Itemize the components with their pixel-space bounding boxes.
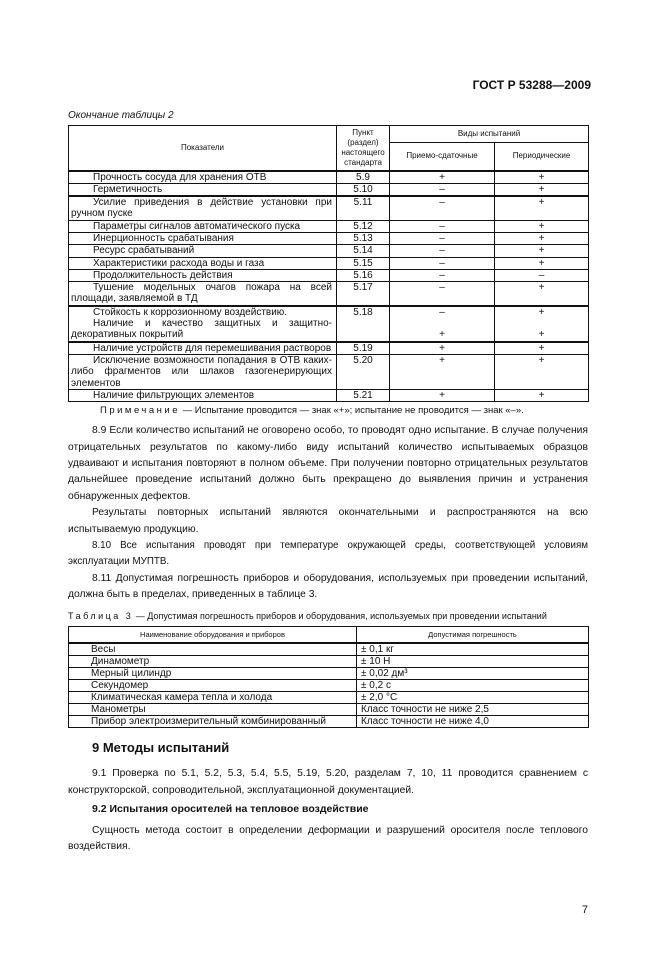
indicator-cell-line: Инерционность срабатывания bbox=[93, 232, 234, 244]
periodic-cell-line: + bbox=[538, 257, 545, 269]
table-2 bbox=[68, 125, 589, 402]
acceptance-cell-line: + bbox=[439, 329, 445, 341]
tolerance-cell: ± 2,0 °С bbox=[357, 692, 589, 704]
header-tolerance: Допустимая погрешность bbox=[357, 626, 589, 643]
indicator-cell bbox=[69, 232, 337, 244]
periodic-cell bbox=[495, 183, 589, 196]
periodic-cell-line: + bbox=[538, 232, 545, 244]
periodic-cell bbox=[495, 245, 589, 257]
tolerance-cell: ± 0,02 дм³ bbox=[357, 668, 589, 680]
acceptance-cell bbox=[390, 306, 495, 342]
document-header: ГОСТ Р 53288—2009 bbox=[472, 78, 591, 92]
equipment-cell: Мерный цилиндр bbox=[69, 668, 357, 680]
clause-cell: 5.21 bbox=[337, 389, 390, 401]
clause-cell: 5.11 bbox=[337, 196, 390, 220]
page bbox=[68, 0, 591, 957]
indicator-cell bbox=[69, 269, 337, 281]
table-row bbox=[69, 389, 589, 401]
indicator-cell-line: Наличие фильтрующих элементов bbox=[93, 389, 255, 401]
indicator-cell bbox=[69, 306, 337, 342]
acceptance-cell bbox=[390, 257, 495, 269]
paragraph-8-11: 8.11 Допустимая погрешность приборов и оборудования, используемых при проведении испытаний, должна быть в пределах, приведенных в таблице 3. bbox=[68, 572, 588, 601]
table-row bbox=[69, 354, 589, 389]
clause-cell: 5.20 bbox=[337, 354, 390, 389]
periodic-cell bbox=[495, 342, 589, 355]
table-row bbox=[69, 257, 589, 269]
table-row bbox=[69, 716, 589, 728]
section-9-2-title: 9.2 Испытания оросителей на тепловое воздействие bbox=[92, 802, 369, 815]
acceptance-cell bbox=[390, 269, 495, 281]
periodic-cell bbox=[495, 282, 589, 306]
periodic-cell-line: + bbox=[538, 342, 545, 354]
table-row bbox=[69, 680, 589, 692]
acceptance-cell-line: + bbox=[439, 389, 445, 401]
paragraph-8-9-results: Результаты повторных испытаний являются окончательными и распространяются на всю испытываемую продукцию. bbox=[68, 507, 588, 535]
equipment-cell: Секундомер bbox=[69, 680, 357, 692]
periodic-cell bbox=[495, 220, 589, 232]
header-acceptance: Приемо-сдаточные bbox=[390, 143, 495, 171]
equipment-cell: Динамометр bbox=[69, 656, 357, 668]
tolerance-cell: ± 10 Н bbox=[357, 656, 589, 668]
section-9-title: 9 Методы испытаний bbox=[92, 740, 230, 756]
table-row bbox=[69, 692, 589, 704]
acceptance-cell-line: – bbox=[439, 269, 445, 281]
tolerance-cell: Класс точности не ниже 2,5 bbox=[357, 704, 589, 716]
header-periodic: Периодические bbox=[495, 143, 589, 171]
periodic-cell bbox=[495, 306, 589, 342]
periodic-cell bbox=[495, 354, 589, 389]
indicator-cell bbox=[69, 354, 337, 389]
header-indicator: Показатели bbox=[69, 126, 337, 171]
periodic-cell-line: + bbox=[538, 220, 545, 232]
periodic-cell-line: + bbox=[538, 183, 545, 195]
periodic-cell bbox=[495, 257, 589, 269]
table-row bbox=[69, 232, 589, 244]
indicator-cell bbox=[69, 389, 337, 401]
periodic-cell bbox=[495, 196, 589, 220]
tolerance-cell: Класс точности не ниже 4,0 bbox=[357, 716, 589, 728]
periodic-cell-line: + bbox=[538, 306, 545, 318]
table-row bbox=[69, 342, 589, 355]
periodic-cell bbox=[495, 171, 589, 184]
clause-cell: 5.13 bbox=[337, 232, 390, 244]
table2-note bbox=[68, 405, 588, 417]
indicator-cell-line: Усилие приведения в действие установки при ручном пуске bbox=[71, 197, 332, 220]
header-clause: Пункт (раздел) настоящего стандарта bbox=[337, 126, 390, 171]
indicator-cell-line: Наличие устройств для перемешивания растворов bbox=[93, 342, 332, 354]
acceptance-cell bbox=[390, 171, 495, 184]
table2-caption: Окончание таблицы 2 bbox=[68, 110, 174, 121]
periodic-cell-line: + bbox=[538, 329, 545, 341]
indicator-cell-line: Параметры сигналов автоматического пуска bbox=[93, 220, 301, 232]
acceptance-cell bbox=[390, 245, 495, 257]
paragraph-9-1: 9.1 Проверка по 5.1, 5.2, 5.3, 5.4, 5.5, 5.19, 5.20, разделам 7, 10, 11 проводится сравнением с конструкторской, сопроводительной, эксплуатационной документацией. bbox=[68, 768, 588, 796]
clause-cell: 5.9 bbox=[337, 171, 390, 184]
acceptance-cell bbox=[390, 220, 495, 232]
clause-cell: 5.10 bbox=[337, 183, 390, 196]
acceptance-cell bbox=[390, 389, 495, 401]
indicator-cell bbox=[69, 282, 337, 306]
table3-caption bbox=[68, 610, 588, 622]
acceptance-cell bbox=[390, 183, 495, 196]
periodic-cell bbox=[495, 232, 589, 244]
equipment-cell: Манометры bbox=[69, 704, 357, 716]
table-row bbox=[69, 656, 589, 668]
indicator-cell bbox=[69, 257, 337, 269]
table-row bbox=[69, 668, 589, 680]
periodic-cell-line: + bbox=[538, 171, 545, 183]
periodic-cell-line: + bbox=[538, 389, 545, 401]
table-row bbox=[69, 269, 589, 281]
acceptance-cell-line: – bbox=[439, 257, 445, 269]
indicator-cell bbox=[69, 183, 337, 196]
acceptance-cell-line: – bbox=[439, 282, 445, 294]
indicator-cell-line: Прочность сосуда для хранения ОТВ bbox=[93, 171, 267, 183]
periodic-cell-line: + bbox=[538, 245, 545, 257]
table-row bbox=[69, 643, 589, 656]
acceptance-cell-line: – bbox=[439, 197, 445, 209]
note-label: Примечание bbox=[100, 405, 180, 417]
acceptance-cell-line: – bbox=[439, 220, 445, 232]
acceptance-cell bbox=[390, 282, 495, 306]
table-3 bbox=[68, 626, 589, 729]
periodic-cell-line: + bbox=[538, 354, 545, 366]
table-row bbox=[69, 306, 589, 342]
indicator-cell-line: Герметичность bbox=[93, 183, 163, 195]
indicator-cell-line: Стойкость к коррозионному воздействию. bbox=[93, 306, 288, 318]
indicator-cell-line: Продолжительность действия bbox=[93, 269, 233, 281]
equipment-cell: Прибор электроизмерительный комбинированный bbox=[69, 716, 357, 728]
table-row bbox=[69, 245, 589, 257]
indicator-cell bbox=[69, 220, 337, 232]
clause-cell: 5.19 bbox=[337, 342, 390, 355]
paragraph-8-9: 8.9 Если количество испытаний не оговорено особо, то проводят одно испытание. В случае получения отрицательных результатов по какому-либо виду испытаний количество испытываемых образцов удваивают и испытания повторяют в полном объеме. При получении повторно отрицательных результатов дальнейшее проведение испытаний должно быть прекращено до выявления причин и устранения обнаруженных дефектов. bbox=[68, 425, 588, 502]
acceptance-cell-line: + bbox=[439, 354, 445, 366]
acceptance-cell-line: – bbox=[439, 245, 445, 257]
header-equipment: Наименование оборудования и приборов bbox=[69, 626, 357, 643]
acceptance-cell-line: + bbox=[439, 342, 445, 354]
clause-cell: 5.16 bbox=[337, 269, 390, 281]
acceptance-cell-line: – bbox=[439, 306, 445, 318]
clause-cell: 5.17 bbox=[337, 282, 390, 306]
acceptance-cell-line: – bbox=[439, 183, 445, 195]
acceptance-cell bbox=[390, 196, 495, 220]
table-row bbox=[69, 282, 589, 306]
periodic-cell-line: + bbox=[538, 197, 545, 209]
clause-cell: 5.15 bbox=[337, 257, 390, 269]
indicator-cell-line: Исключение возможности попадания в ОТВ каких-либо фрагментов или шлаков газогенерирующих элементов bbox=[71, 354, 332, 389]
periodic-cell bbox=[495, 389, 589, 401]
periodic-cell-line: – bbox=[538, 269, 545, 281]
tolerance-cell: ± 0,1 кг bbox=[357, 643, 589, 656]
indicator-cell-line: Наличие и качество защитных и защитно-декоративных покрытий bbox=[71, 318, 332, 341]
acceptance-cell bbox=[390, 342, 495, 355]
equipment-cell: Климатическая камера тепла и холода bbox=[69, 692, 357, 704]
table-row bbox=[69, 183, 589, 196]
acceptance-cell bbox=[390, 232, 495, 244]
table3-caption-label: Таблица 3 bbox=[68, 610, 134, 621]
table-row bbox=[69, 220, 589, 232]
note-text: — Испытание проводится — знак «+»; испытание не проводится — знак «–». bbox=[180, 405, 524, 417]
acceptance-cell-line: + bbox=[439, 171, 445, 183]
table3-caption-text: — Допустимая погрешность приборов и оборудования, используемых при проведении испытаний bbox=[133, 610, 547, 621]
acceptance-cell bbox=[390, 354, 495, 389]
tolerance-cell: ± 0,2 с bbox=[357, 680, 589, 692]
indicator-cell-line: Тушение модельных очагов пожара на всей площади, заявляемой в ТД bbox=[71, 282, 332, 305]
table-row bbox=[69, 196, 589, 220]
clause-cell: 5.18 bbox=[337, 306, 390, 342]
paragraph-8-10: 8.10 Все испытания проводят при температуре окружающей среды, соответствующей условиям эксплуатации МУПТВ. bbox=[68, 539, 588, 568]
clause-cell: 5.12 bbox=[337, 220, 390, 232]
page-number: 7 bbox=[581, 903, 588, 916]
indicator-cell bbox=[69, 245, 337, 257]
indicator-cell-line: Ресурс срабатываний bbox=[93, 245, 195, 257]
periodic-cell-line: + bbox=[538, 282, 545, 294]
clause-cell: 5.14 bbox=[337, 245, 390, 257]
periodic-cell bbox=[495, 269, 589, 281]
paragraph-9-2: Сущность метода состоит в определении деформации и разрушений оросителя после теплового воздействия. bbox=[68, 824, 588, 853]
indicator-cell bbox=[69, 171, 337, 184]
indicator-cell bbox=[69, 196, 337, 220]
acceptance-cell-line: – bbox=[439, 232, 445, 244]
equipment-cell: Весы bbox=[69, 643, 357, 656]
indicator-cell-line: Характеристики расхода воды и газа bbox=[93, 257, 265, 269]
indicator-cell bbox=[69, 342, 337, 355]
header-test-types: Виды испытаний bbox=[390, 126, 589, 143]
table-row bbox=[69, 704, 589, 716]
table-row bbox=[69, 171, 589, 184]
